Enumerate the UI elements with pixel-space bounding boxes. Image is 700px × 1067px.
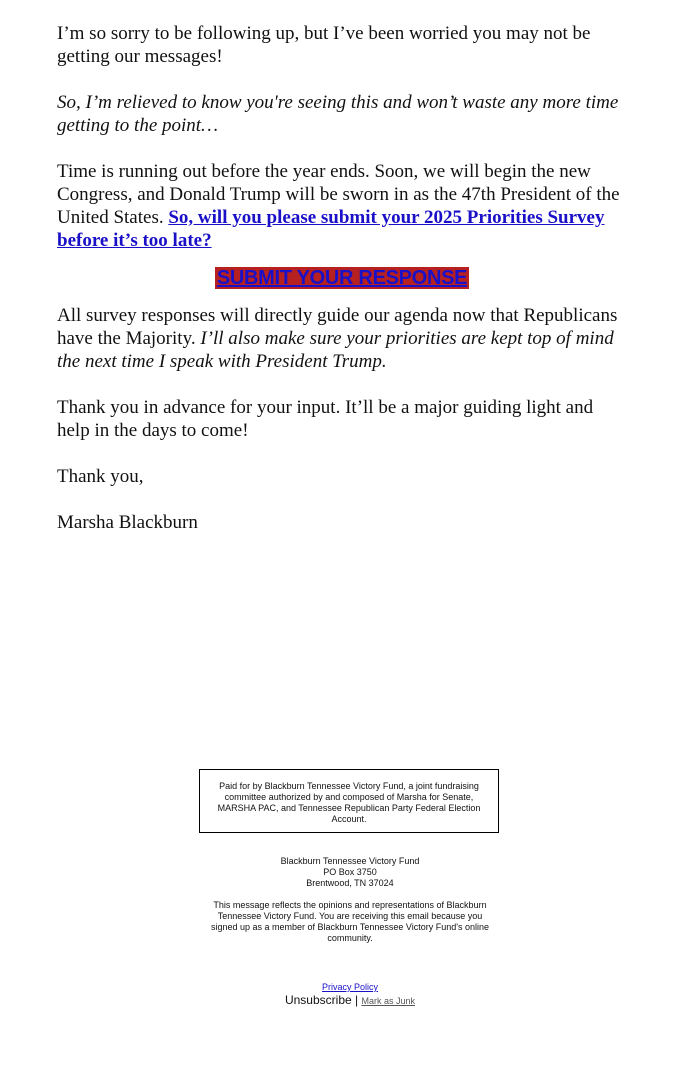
email-body [57, 22, 627, 557]
paragraph-guidance [57, 304, 627, 373]
link-separator: | [355, 993, 359, 1007]
paragraph-guidance-italic: I’ll also make sure your priorities are kept top of mind the next time I speak with President Trump. [57, 328, 614, 372]
paragraph-thanks: Thank you in advance for your input. It’ll be a major guiding light and help in the days to come! [57, 397, 594, 441]
subscription-notice: This message reflects the opinions and representations of Blackburn Tennessee Victory Fund. You are receiving this email because you signed up as a member of Blackburn Tennessee Victory Fund's online community. [210, 900, 490, 943]
paid-for-disclaimer: Paid for by Blackburn Tennessee Victory Fund, a joint fundraising committee authorized by and composed of Marsha for Senate, MARSHA PAC, and Tennessee Republican Party Federal Election Account. [199, 769, 499, 833]
signature-name: Marsha Blackburn [57, 512, 198, 533]
paragraph-apology: I’m so sorry to be following up, but I’ve been worried you may not be getting our messages! [57, 23, 591, 67]
footer-links [200, 982, 500, 1008]
survey-link[interactable]: So, will you please submit your 2025 Priorities Survey before it’s too late? [57, 207, 605, 251]
submit-response-button[interactable]: SUBMIT YOUR RESPONSE [216, 267, 468, 289]
paragraph-deadline [57, 160, 627, 252]
city-state: Brentwood, TN 37024 [306, 878, 394, 888]
email-footer [200, 856, 500, 1008]
paragraph-guidance-text: All survey responses will directly guide our agenda now that Republicans have the Majority. [57, 305, 618, 349]
paragraph-relieved: So, I’m relieved to know you're seeing this and won’t waste any more time getting to the point… [57, 92, 619, 136]
unsubscribe-link[interactable]: Unsubscribe [284, 993, 352, 1007]
mark-as-junk-link[interactable]: Mark as Junk [361, 996, 416, 1006]
mailing-address [200, 856, 500, 889]
org-name: Blackburn Tennessee Victory Fund [280, 856, 420, 866]
submit-button-wrap [57, 267, 627, 290]
paragraph-deadline-text: Time is running out before the year ends. Soon, we will begin the new Congress, and Donald Trump will be sworn in as the 47th President of the United States. [57, 161, 620, 228]
po-box: PO Box 3750 [323, 867, 377, 877]
unsubscribe-row [200, 993, 500, 1008]
privacy-policy-link[interactable]: Privacy Policy [321, 982, 378, 992]
closing-text: Thank you, [57, 466, 144, 487]
